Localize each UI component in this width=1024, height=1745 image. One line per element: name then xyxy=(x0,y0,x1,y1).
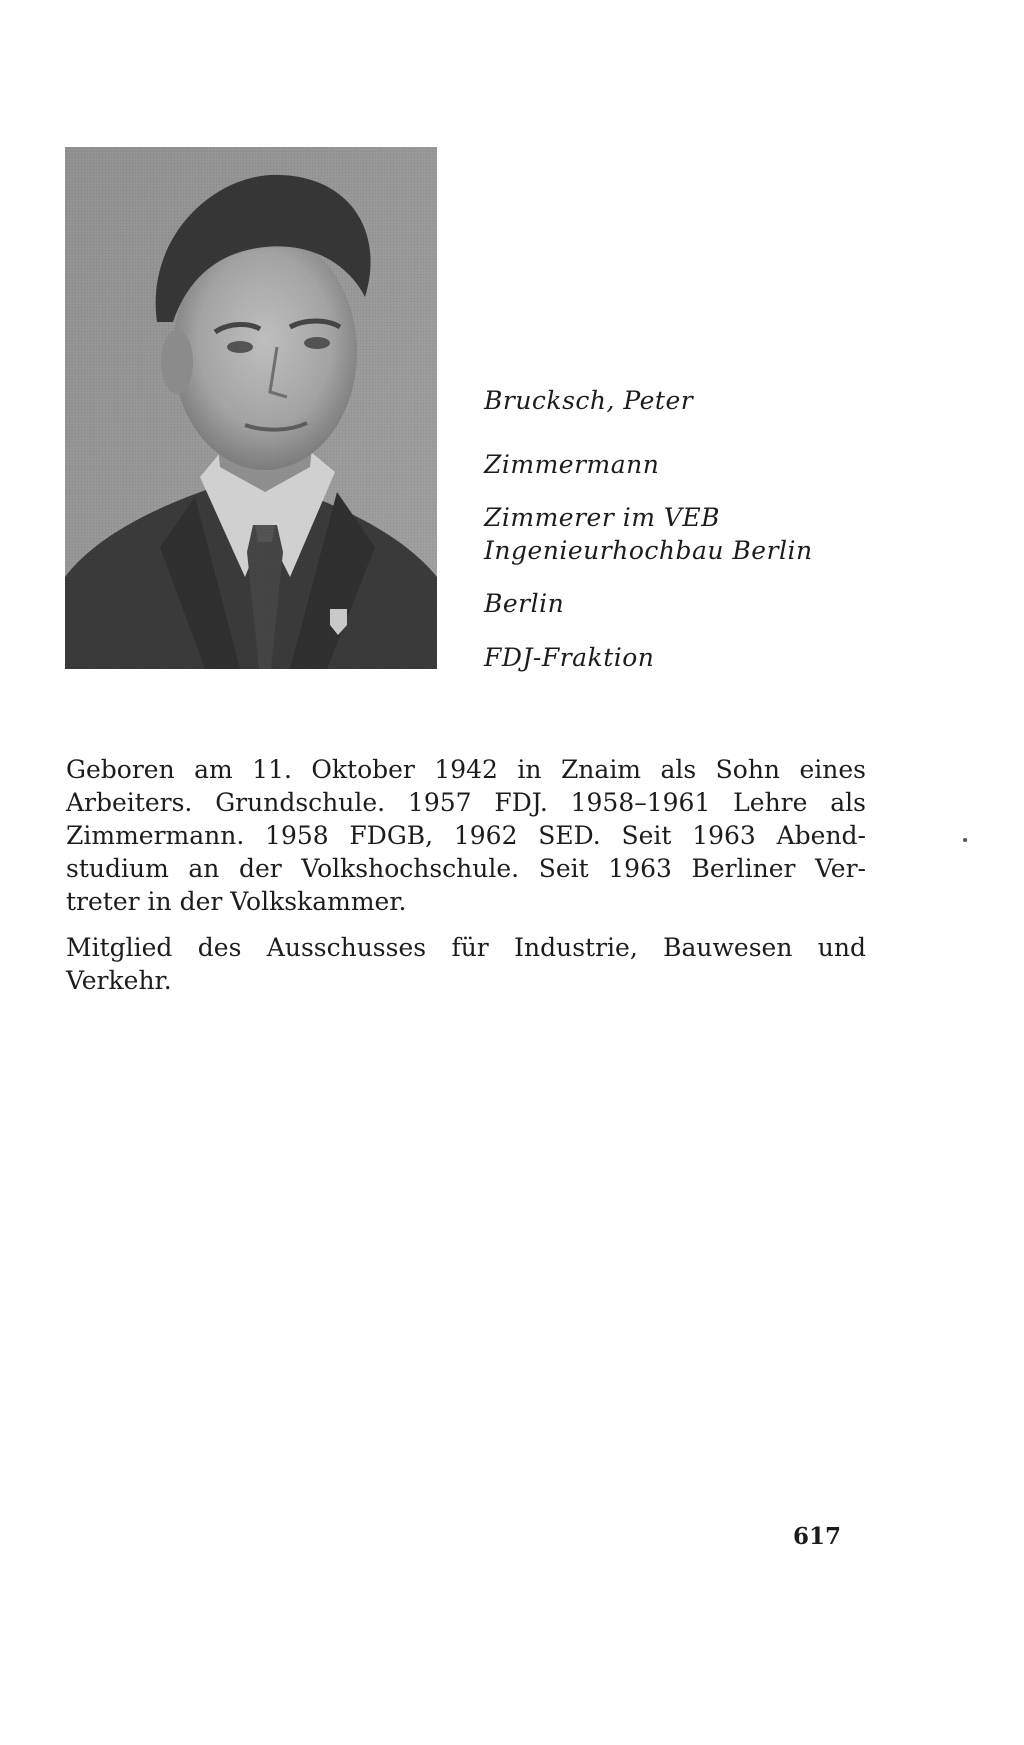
ink-speck xyxy=(963,838,967,842)
portrait-photo-graphic xyxy=(65,147,437,669)
biography-paragraph-1 xyxy=(66,753,866,918)
biography-line: studium an der Volkshochschule. Seit 1963 Berliner Ver- xyxy=(66,854,866,883)
biography-paragraph-2 xyxy=(66,931,866,997)
biography-line: Mitglied des Ausschusses für Industrie, Bauwesen und xyxy=(66,933,866,962)
biography-line: Geboren am 11. Oktober 1942 in Znaim als Sohn eines xyxy=(66,755,866,784)
entry-faction: FDJ-Fraktion xyxy=(484,643,655,672)
entry-constituency: Berlin xyxy=(484,589,565,618)
portrait-photo xyxy=(65,147,437,669)
biography-line: Arbeiters. Grundschule. 1957 FDJ. 1958–1961 Lehre als xyxy=(66,788,866,817)
biography-line: treter in der Volkskammer. xyxy=(66,887,407,916)
entry-workplace-line1: Zimmerer im VEB xyxy=(484,503,721,532)
entry-profession: Zimmermann xyxy=(484,450,660,479)
biography-line: Verkehr. xyxy=(66,966,172,995)
entry-name: Brucksch, Peter xyxy=(484,386,694,415)
page-number: 617 xyxy=(793,1523,842,1550)
biography-line: Zimmermann. 1958 FDGB, 1962 SED. Seit 1963 Abend- xyxy=(66,821,866,850)
entry-workplace-line2: Ingenieurhochbau Berlin xyxy=(484,536,813,565)
biography xyxy=(66,753,866,997)
